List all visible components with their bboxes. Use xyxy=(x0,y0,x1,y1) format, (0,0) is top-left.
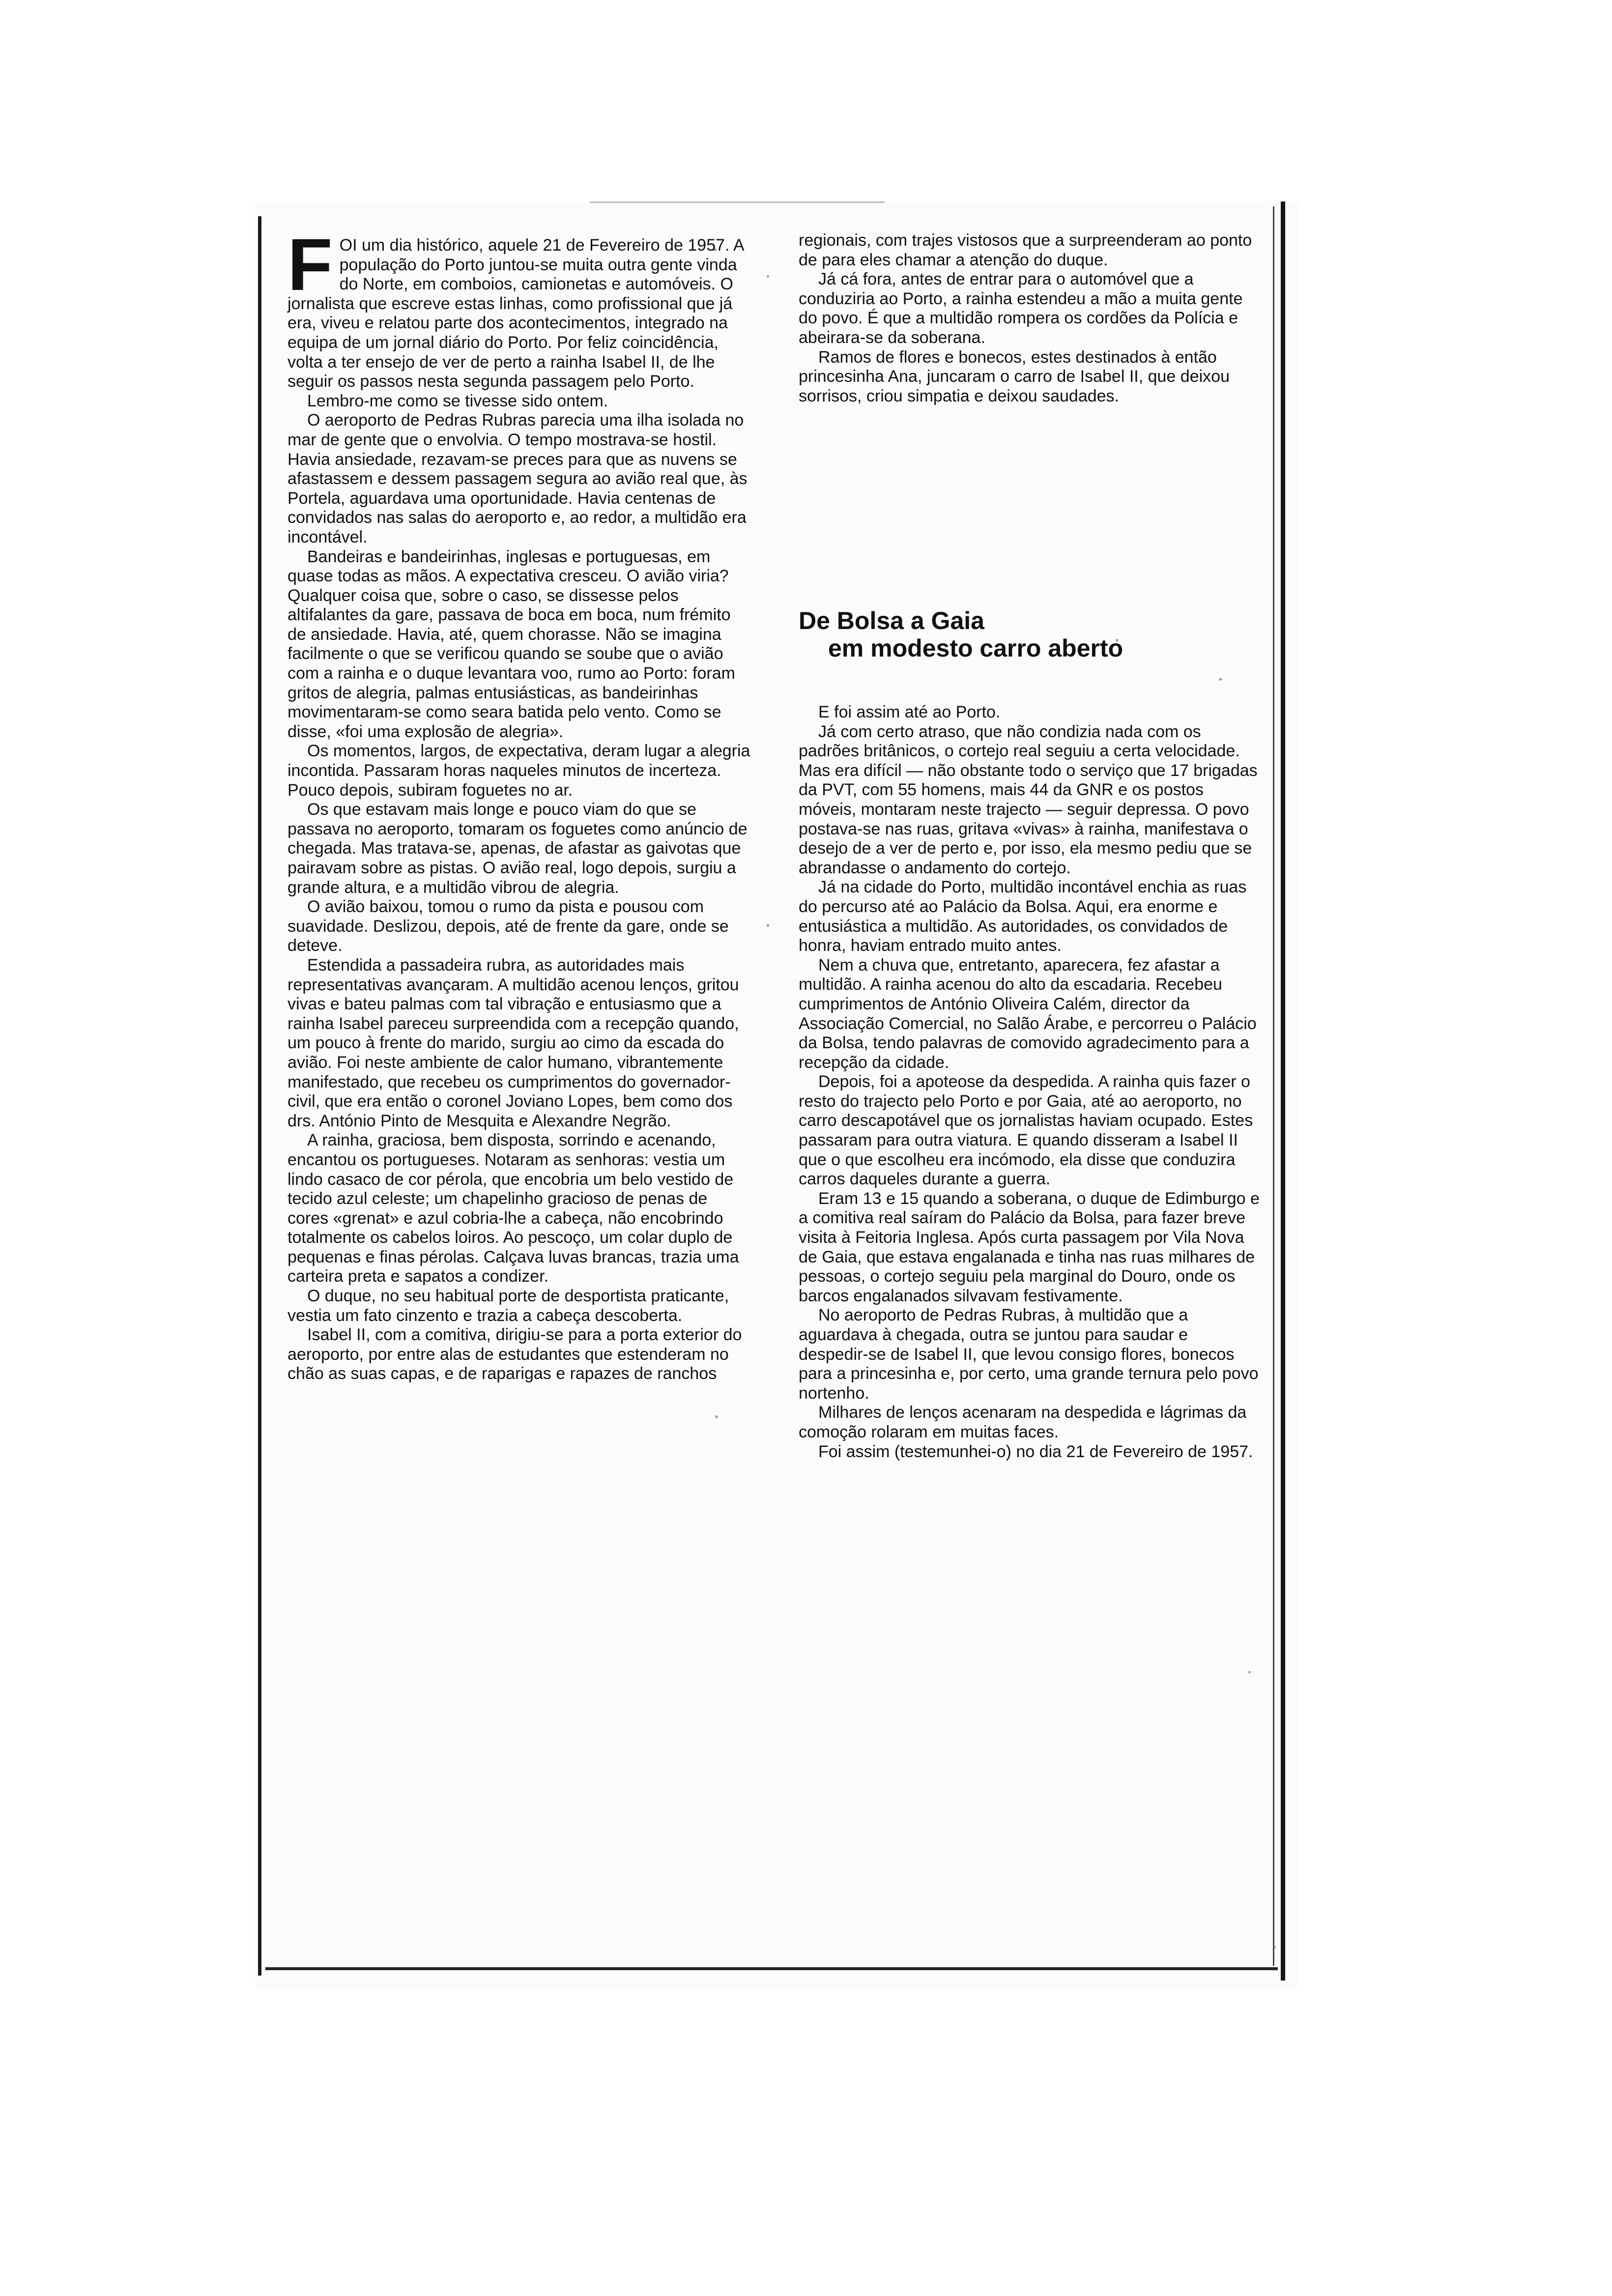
article-paragraph: Os que estavam mais longe e pouco viam do que se passava no aeroporto, tomaram os foguetes como anúncio de chegada. Mas tratava-se, apenas, de afastar as gaivotas que pairavam sobre as pistas. O avião real, logo depois, surgiu a grande altura, e a multidão vibrou de alegria. xyxy=(288,800,748,897)
article-paragraph: A rainha, graciosa, bem disposta, sorrindo e acenando, encantou os portugueses. Notaram as senhoras: vestia um lindo casaco de cor pérola, que encobria um belo vestido de tecido azul celeste; um chapelinho gracioso de penas de cores «grenat» e azul cobria-lhe a cabeça, não encobrindo totalmente os cabelos loiros. Ao pescoço, um colar duplo de pequenas e finas pérolas. Calçava luvas brancas, trazia uma carteira preta e sapatos a condizer. xyxy=(288,1131,739,1286)
scan-speck xyxy=(1273,1946,1276,1949)
article-paragraph: Já cá fora, antes de entrar para o automóvel que a conduziria ao Porto, a rainha estendeu a mão a muita gente do povo. É que a multidão rompera os cordões da Polícia e abeirara-se da soberana. xyxy=(799,270,1243,347)
article-paragraph: Bandeiras e bandeirinhas, inglesas e portuguesas, em quase todas as mãos. A expectativa cresceu. O avião viria? Qualquer coisa que, sobre o caso, se dissesse pelos altifalantes da gare, passava de boca em boca, num frémito de ansiedade. Havia, até, quem chorasse. Não se imagina facilmente o que se verificou quando se soube que o avião com a rainha e o duque levantara voo, rumo ao Porto: foram gritos de alegria, palmas entusiásticas, as bandeirinhas movimentaram-se como seara batida pelo vento. Como se disse, «foi uma explosão de alegria». xyxy=(288,547,735,741)
scan-speck xyxy=(1248,1671,1251,1673)
article-paragraph: Ramos de flores e bonecos, estes destinados à então princesinha Ana, juncaram o carro de Isabel II, que deixou sorrisos, criou simpatia e deixou saudades. xyxy=(799,347,1230,405)
article-paragraph: O duque, no seu habitual porte de desportista praticante, vestia um fato cinzento e trazia a cabeça descoberta. xyxy=(288,1287,729,1325)
right-border-rule xyxy=(1281,201,1285,1980)
article-column-2-top xyxy=(799,231,1261,406)
article-column-2-bottom xyxy=(799,703,1261,1462)
heading-line-2: em modesto carro aberto xyxy=(828,634,1123,662)
article-paragraph: Nem a chuva que, entretanto, aparecera, fez afastar a multidão. A rainha acenou do alto da escadaria. Recebeu cumprimentos de António Oliveira Calém, director da Associação Comercial, no Salão Árabe, e percorreu o Palácio da Bolsa, tendo palavras de comovido agradecimento para a recepção da cidade. xyxy=(799,955,1257,1072)
article-paragraph: Isabel II, com a comitiva, dirigiu-se para a porta exterior do aeroporto, por entre alas de estudantes que estenderam no chão as suas capas, e de raparigas e rapazes de ranchos xyxy=(288,1325,742,1383)
heading-line-1: De Bolsa a Gaia xyxy=(799,607,984,634)
scan-speck xyxy=(767,924,769,927)
scan-speck xyxy=(715,1415,718,1418)
scan-speck xyxy=(767,275,769,278)
article-paragraph: Os momentos, largos, de expectativa, deram lugar a alegria incontida. Passaram horas naqueles minutos de incerteza. Pouco depois, subiram foguetes no ar. xyxy=(288,742,750,800)
article-paragraph: Foi assim (testemunhei-o) no dia 21 de Fevereiro de 1957. xyxy=(818,1442,1253,1461)
article-opening-line: OI um dia histórico, aquele 21 de xyxy=(339,236,585,255)
article-paragraph: Estendida a passadeira rubra, as autoridades mais representativas avançaram. A multidão acenou lenços, gritou vivas e bateu palmas com tal vibração e entusiasmo que a rainha Isabel pareceu surpreendida com a recepção quando, um pouco à frente do marido, surgiu ao cimo da escada do avião. Foi neste ambiente de calor humano, vibrantemente manifestado, que recebeu os cumprimentos do governador-civil, que era então o coronel Joviano Lopes, bem como dos drs. António Pinto de Mesquita e Alexandre Negrão. xyxy=(288,955,739,1130)
bottom-border-rule xyxy=(265,1967,1278,1970)
article-paragraph: Fevereiro de 1957. A população do Porto juntou-se muita outra gente vinda do Norte, em comboios, camionetas e automóveis. O jornalista que escreve estas linhas, como profissional que já era, viveu e relatou parte dos acontecimentos, integrado na equipa de um jornal diário do Porto. Por feliz coincidência, volta a ter ensejo de ver de perto a rainha Isabel II, de lhe seguir os passos nesta segunda passagem pelo Porto. xyxy=(288,236,744,391)
article-paragraph: Milhares de lenços acenaram na despedida e lágrimas da comoção rolaram em muitas faces. xyxy=(799,1403,1247,1441)
article-paragraph: E foi assim até ao Porto. xyxy=(818,703,1001,721)
scan-speck xyxy=(1219,678,1222,681)
left-border-rule xyxy=(258,216,261,1976)
right-inner-border-rule xyxy=(1273,206,1274,1966)
article-paragraph: No aeroporto de Pedras Rubras, à multidão que a aguardava à chegada, outra se juntou para saudar e despedir-se de Isabel II, que levou consigo flores, bonecos para a princesinha e, por certo, uma grande ternura pelo povo nortenho. xyxy=(799,1306,1259,1403)
article-paragraph: O aeroporto de Pedras Rubras parecia uma ilha isolada no mar de gente que o envolvia. O tempo mostrava-se hostil. Havia ansiedade, rezavam-se preces para que as nuvens se afastassem e dessem passagem segura ao avião real que, às Portela, aguardava uma oportunidade. Havia centenas de convidados nas salas do aeroporto e, ao redor, a multidão era incontável. xyxy=(288,411,748,546)
top-border-rule xyxy=(590,201,885,203)
section-heading xyxy=(799,607,1261,662)
article-paragraph: Eram 13 e 15 quando a soberana, o duque de Edimburgo e a comitiva real saíram do Palácio da Bolsa, para fazer breve visita à Feitoria Inglesa. Após curta passagem por Vila Nova de Gaia, que estava engalanada e tinha nas ruas milhares de pessoas, o cortejo seguiu pela marginal do Douro, onde os barcos engalanados silvavam festivamente. xyxy=(799,1189,1260,1305)
article-paragraph: Já na cidade do Porto, multidão incontável enchia as ruas do percurso até ao Palácio da Bolsa. Aqui, era enorme e entusiástica a multidão. As autoridades, os convidados de honra, haviam entrado muito antes. xyxy=(799,878,1247,955)
article-paragraph: Lembro-me como se tivesse sido ontem. xyxy=(307,391,608,410)
article-paragraph: regionais, com trajes vistosos que a surpreenderam ao ponto de para eles chamar a atenção do duque. xyxy=(799,231,1252,269)
article-paragraph: O avião baixou, tomou o rumo da pista e pousou com suavidade. Deslizou, depois, até de frente da gare, onde se deteve. xyxy=(288,897,729,955)
article-column-1 xyxy=(288,223,752,1384)
article-paragraph: Depois, foi a apoteose da despedida. A rainha quis fazer o resto do trajecto pelo Porto e por Gaia, até ao aeroporto, no carro descapotável que os jornalistas haviam ocupado. Estes passaram para outra viatura. E quando disseram a Isabel II que o que escolheu era incómodo, ela disse que conduzira carros daqueles durante a guerra. xyxy=(799,1072,1253,1189)
drop-cap: F xyxy=(288,223,333,306)
article-paragraph: Já com certo atraso, que não condizia nada com os padrões britânicos, o cortejo real seguiu a certa velocidade. Mas era difícil — não obstante todo o serviço que 17 brigadas da PVT, com 55 homens, mais 44 da GNR e os postos móveis, montaram neste trajecto — seguir depressa. O povo postava-se nas ruas, gritava «vivas» à rainha, manifestava o desejo de a ver de perto e, por isso, ela mesmo pediu que se abrandasse o andamento do cortejo. xyxy=(799,722,1258,877)
